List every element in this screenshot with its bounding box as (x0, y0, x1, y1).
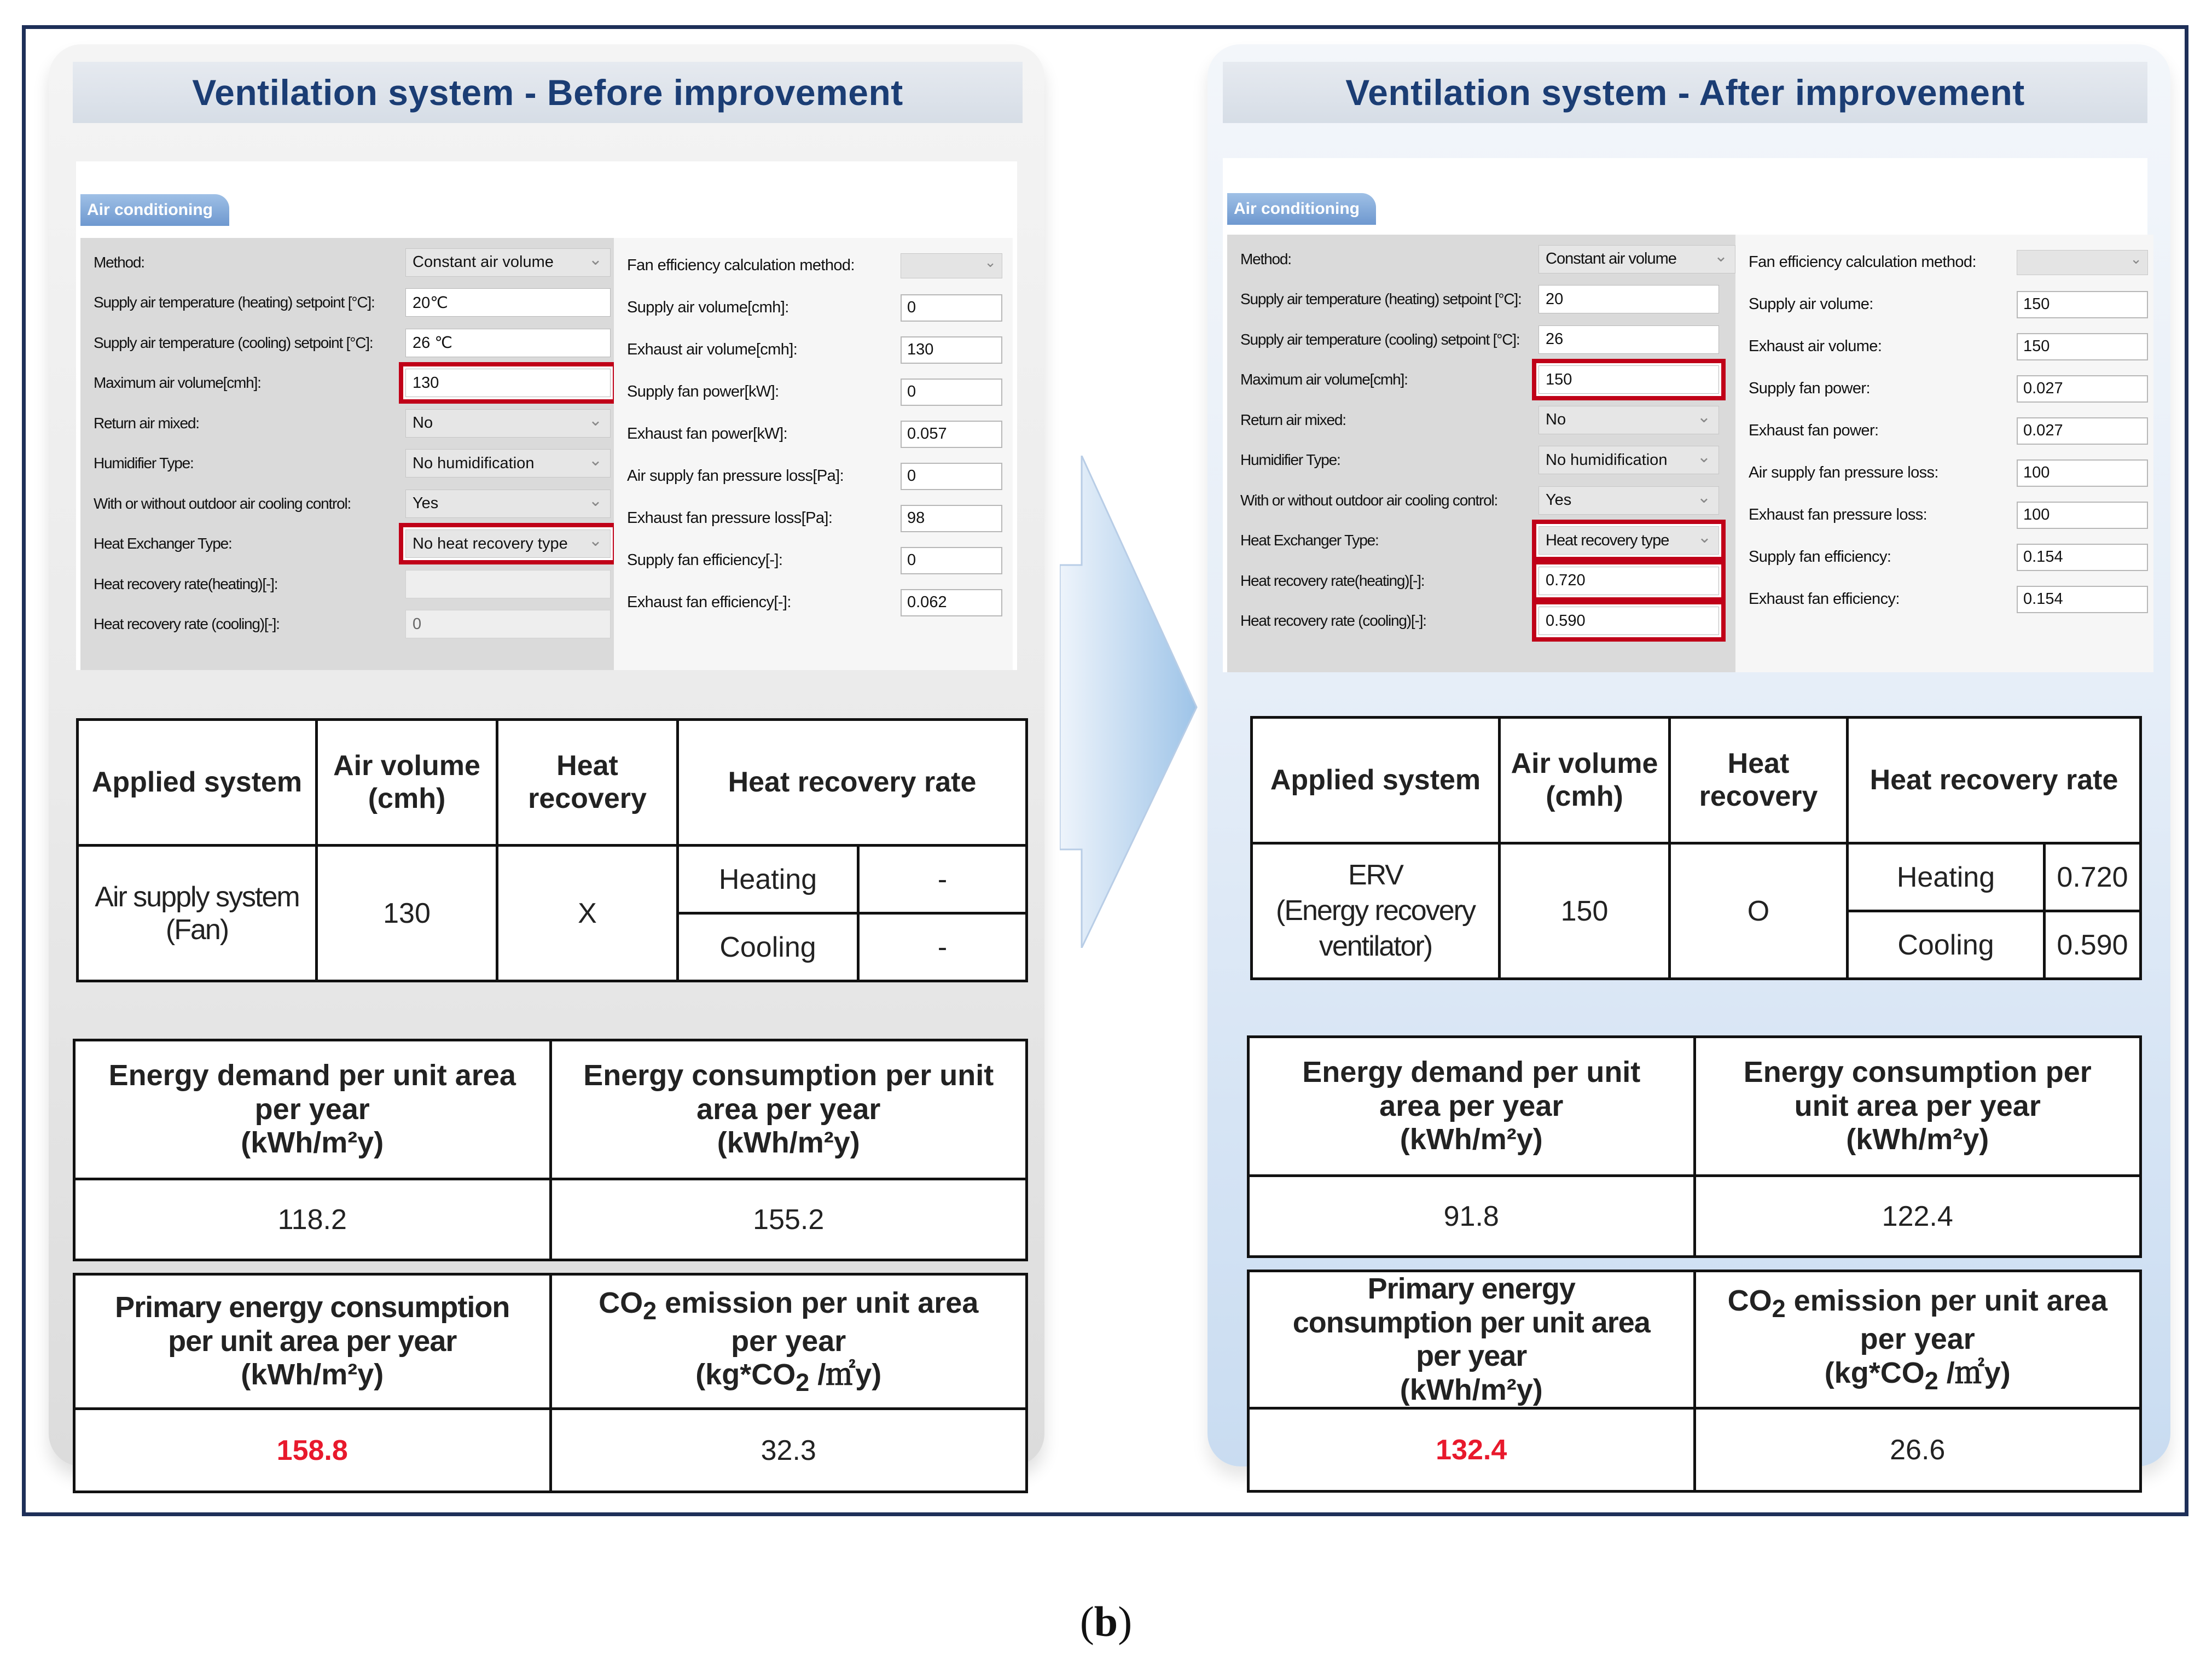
field-label: Air supply fan pressure loss: (1749, 464, 1938, 481)
co2-text: CO (1727, 1284, 1772, 1318)
primary-energy-unit: (kWh/m²y) (1400, 1373, 1543, 1406)
primary-energy-value: 158.8 (74, 1409, 551, 1492)
field-row (80, 524, 614, 564)
header-heat-recovery-rate: Heat recovery rate (1848, 718, 2141, 843)
heat-exchanger-type-select[interactable]: No heat recovery type ⌄ (405, 529, 611, 558)
heating-setpoint-input[interactable]: 20℃ (405, 288, 611, 317)
caption-close: ) (1118, 1598, 1133, 1645)
energy-demand-unit: (kWh/m²y) (241, 1126, 384, 1160)
arrow-right-icon (1060, 456, 1202, 948)
applied-system-description: (Energy recovery ventilator) (1276, 895, 1475, 962)
after-settings-window (1223, 158, 2147, 672)
primary-energy-label: Primary energy consumption per unit area per year (115, 1291, 510, 1358)
field-row (1227, 400, 1735, 440)
field-row (80, 242, 614, 283)
exhaust-fan-power-input[interactable]: 0.057 (901, 421, 1002, 448)
energy-consumption-label: Energy consumption per unit area per year (583, 1059, 994, 1126)
heating-value-cell: 0.720 (2045, 843, 2141, 911)
header-air-volume: Air volume (cmh) (1500, 718, 1670, 843)
before-system-table (76, 718, 1028, 982)
field-label: Method: (94, 253, 144, 271)
field-label: Maximum air volume[cmh]: (94, 374, 261, 392)
field-label: Exhaust fan power: (1749, 422, 1879, 439)
field-label: Supply air temperature (cooling) setpoint [°C]: (94, 334, 373, 351)
header-heat-recovery: Heat recovery (1670, 718, 1848, 843)
co2-subscript: 2 (643, 1296, 657, 1325)
header-heat-recovery-rate: Heat recovery rate (678, 720, 1027, 846)
primary-energy-unit: (kWh/m²y) (241, 1358, 384, 1391)
fan-efficiency-method-select[interactable] (901, 253, 1002, 278)
field-row (627, 539, 1007, 581)
field-row (1227, 280, 1735, 320)
field-label: Exhaust air volume[cmh]: (627, 341, 798, 358)
heat-exchanger-type-select[interactable]: Heat recovery type ⌄ (1538, 526, 1719, 555)
field-row (1227, 360, 1735, 400)
field-row (627, 329, 1007, 371)
heat-recovery-cooling-input[interactable]: 0.590 (1538, 607, 1719, 635)
field-row (1749, 452, 2148, 494)
before-settings-window (76, 161, 1017, 670)
field-label: Supply air temperature (heating) setpoint [°C]: (1240, 290, 1522, 308)
outdoor-air-cooling-select[interactable]: Yes ⌄ (405, 490, 611, 518)
cooling-label-cell: Cooling (1848, 911, 2045, 979)
energy-consumption-value: 155.2 (550, 1179, 1027, 1260)
before-panel (49, 44, 1044, 1466)
supply-air-volume-input[interactable]: 0 (901, 294, 1002, 322)
primary-energy-label: Primary energy consumption per unit area per year (1292, 1272, 1650, 1373)
field-label: Fan efficiency calculation method: (1749, 253, 1976, 271)
supply-fan-pressure-loss-input[interactable]: 100 (2017, 459, 2148, 487)
field-row (1749, 368, 2148, 410)
field-label: Humidifier Type: (1240, 451, 1340, 469)
field-row (80, 323, 614, 363)
field-label: Fan efficiency calculation method: (627, 257, 855, 274)
field-label: Heat recovery rate(heating)[-]: (1240, 572, 1425, 589)
energy-consumption-unit: (kWh/m²y) (717, 1126, 860, 1160)
field-label: Exhaust fan pressure loss[Pa]: (627, 509, 833, 527)
field-label: Exhaust fan efficiency[-]: (627, 593, 791, 611)
field-row (1227, 440, 1735, 481)
field-row (1227, 521, 1735, 561)
header-energy-demand (1249, 1037, 1695, 1176)
supply-fan-power-input[interactable]: 0.027 (2017, 375, 2148, 403)
exhaust-fan-pressure-loss-input[interactable]: 100 (2017, 502, 2148, 529)
air-volume-cell: 130 (317, 846, 497, 981)
exhaust-fan-efficiency-input[interactable]: 0.062 (901, 589, 1002, 616)
caption-open: ( (1079, 1598, 1094, 1645)
field-row (80, 604, 614, 645)
exhaust-fan-efficiency-input[interactable]: 0.154 (2017, 586, 2148, 613)
humidifier-type-select[interactable]: No humidification ⌄ (1538, 446, 1719, 474)
supply-fan-pressure-loss-input[interactable]: 0 (901, 463, 1002, 490)
cooling-value-cell: - (858, 913, 1027, 981)
co2-unit-subscript: 2 (1924, 1366, 1938, 1395)
cooling-value-cell: 0.590 (2045, 911, 2141, 979)
field-row (1227, 239, 1735, 280)
supply-fan-efficiency-input[interactable]: 0 (901, 547, 1002, 574)
field-row (1227, 319, 1735, 360)
heat-recovery-cell: O (1670, 843, 1848, 979)
field-label: Method: (1240, 250, 1291, 267)
field-label: Heat recovery rate (cooling)[-]: (1240, 612, 1426, 630)
after-primary-table (1247, 1270, 2142, 1493)
primary-energy-value: 132.4 (1249, 1408, 1695, 1492)
before-title: Ventilation system - Before improvement (73, 62, 1023, 123)
applied-system-name: ERV (1348, 859, 1403, 891)
header-co2-emission (1694, 1271, 2141, 1408)
before-air-conditioning-tab[interactable]: Air conditioning (80, 194, 229, 226)
fan-efficiency-method-select[interactable] (2017, 250, 2148, 275)
after-general-settings (1227, 235, 1735, 672)
field-label: With or without outdoor air cooling control: (94, 494, 351, 512)
field-row (1749, 578, 2148, 620)
header-heat-recovery: Heat recovery (497, 720, 678, 846)
humidifier-type-select[interactable]: No humidification ⌄ (405, 449, 611, 478)
field-row (80, 444, 614, 484)
field-row (1749, 536, 2148, 578)
after-panel (1207, 44, 2170, 1466)
co2-emission-unit (1696, 1356, 2140, 1395)
field-row (627, 244, 1007, 287)
field-label: Return air mixed: (1240, 411, 1346, 428)
field-row (80, 363, 614, 404)
energy-consumption-unit: (kWh/m²y) (1846, 1123, 1989, 1156)
maximum-air-volume-input[interactable]: 130 (405, 369, 611, 397)
header-energy-consumption (550, 1040, 1027, 1179)
header-primary-energy (74, 1274, 551, 1409)
header-applied-system: Applied system (1252, 718, 1500, 843)
heating-value-cell: - (858, 846, 1027, 913)
method-select[interactable]: Constant air volume ⌄ (1538, 245, 1735, 273)
caption-letter: b (1094, 1598, 1118, 1645)
field-label: Supply air temperature (cooling) setpoint [°C]: (1240, 330, 1520, 348)
cooling-setpoint-input[interactable]: 26 ℃ (405, 329, 611, 357)
figure-caption (0, 1597, 2212, 1646)
field-label: Supply air volume[cmh]: (627, 299, 789, 316)
field-row (1749, 241, 2148, 283)
field-label: Heat recovery rate(heating)[-]: (94, 575, 278, 592)
field-label: Supply fan efficiency: (1749, 548, 1891, 566)
return-air-mixed-select[interactable]: No ⌄ (1538, 406, 1719, 434)
field-label: Supply fan power: (1749, 380, 1870, 397)
header-energy-demand (74, 1040, 551, 1179)
field-row (627, 581, 1007, 624)
figure-frame (22, 25, 2188, 1516)
co2-emission-value: 32.3 (550, 1409, 1027, 1492)
co2-emission-text: emission per unit area per year (657, 1286, 979, 1358)
energy-consumption-label: Energy consumption per unit area per year (1743, 1056, 2092, 1122)
field-row (627, 287, 1007, 329)
field-label: Supply fan efficiency[-]: (627, 551, 783, 569)
before-primary-table (73, 1273, 1028, 1493)
field-row (1749, 325, 2148, 368)
field-label: Supply fan power[kW]: (627, 383, 779, 400)
header-air-volume: Air volume (cmh) (317, 720, 497, 846)
co2-unit-suffix: /㎡y) (809, 1358, 882, 1391)
before-energy-table (73, 1039, 1028, 1261)
field-row (80, 283, 614, 323)
field-label: Air supply fan pressure loss[Pa]: (627, 467, 844, 485)
field-row (1749, 283, 2148, 325)
cooling-setpoint-input[interactable]: 26 (1538, 325, 1719, 354)
energy-demand-value: 91.8 (1249, 1176, 1695, 1257)
energy-consumption-value: 122.4 (1694, 1176, 2141, 1257)
exhaust-fan-power-input[interactable]: 0.027 (2017, 417, 2148, 445)
field-label: Exhaust fan power[kW]: (627, 425, 788, 443)
energy-demand-unit: (kWh/m²y) (1400, 1123, 1543, 1156)
field-row (80, 564, 614, 604)
header-energy-consumption (1694, 1037, 2141, 1176)
heat-recovery-heating-input[interactable]: 0.720 (1538, 567, 1719, 595)
after-system-table (1250, 716, 2142, 980)
field-label: Exhaust air volume: (1749, 337, 1882, 355)
heat-recovery-cooling-input[interactable]: 0 (405, 610, 611, 638)
field-row (1749, 494, 2148, 536)
energy-demand-value: 118.2 (74, 1179, 551, 1260)
field-row (627, 371, 1007, 413)
exhaust-air-volume-input[interactable]: 130 (901, 336, 1002, 364)
field-label: Heat Exchanger Type: (1240, 532, 1379, 549)
method-select[interactable]: Constant air volume ⌄ (405, 248, 611, 277)
after-energy-table (1247, 1035, 2142, 1258)
field-row (627, 413, 1007, 455)
header-co2-emission (550, 1274, 1027, 1409)
after-fan-settings (1735, 235, 2153, 672)
exhaust-air-volume-input[interactable]: 150 (2017, 333, 2148, 360)
heat-recovery-heating-input[interactable] (405, 570, 611, 598)
supply-fan-power-input[interactable]: 0 (901, 379, 1002, 406)
supply-fan-efficiency-input[interactable]: 0.154 (2017, 544, 2148, 571)
energy-demand-label: Energy demand per unit area per year (1302, 1056, 1641, 1122)
heat-recovery-cell: X (497, 846, 678, 981)
co2-emission-label (552, 1286, 1026, 1359)
applied-system-cell: Air supply system (Fan) (78, 846, 317, 981)
co2-emission-text: emission per unit area per year (1785, 1284, 2108, 1356)
co2-unit-subscript: 2 (796, 1369, 810, 1397)
co2-text: CO (599, 1286, 643, 1319)
field-label: Supply air temperature (heating) setpoint [°C]: (94, 294, 375, 311)
field-label: Exhaust fan pressure loss: (1749, 506, 1927, 523)
heating-label-cell: Heating (1848, 843, 2045, 911)
field-label: Maximum air volume[cmh]: (1240, 371, 1408, 388)
header-applied-system: Applied system (78, 720, 317, 846)
cooling-label-cell: Cooling (678, 913, 858, 981)
supply-air-volume-input[interactable]: 150 (2017, 291, 2148, 318)
air-volume-cell: 150 (1500, 843, 1670, 979)
maximum-air-volume-input[interactable]: 150 (1538, 365, 1719, 394)
heating-label-cell: Heating (678, 846, 858, 913)
energy-demand-label: Energy demand per unit area per year (108, 1059, 516, 1126)
field-label: Humidifier Type: (94, 455, 194, 472)
applied-system-cell (1252, 843, 1500, 979)
field-row (627, 497, 1007, 539)
field-label: Return air mixed: (94, 414, 199, 432)
co2-unit-suffix: /㎡y) (1938, 1356, 2011, 1389)
field-row (1749, 410, 2148, 452)
field-row (1227, 561, 1735, 601)
co2-unit-text: (kg*CO (1824, 1356, 1925, 1389)
after-air-conditioning-tab[interactable]: Air conditioning (1227, 193, 1376, 225)
header-primary-energy (1249, 1271, 1695, 1408)
field-label: Heat recovery rate (cooling)[-]: (94, 615, 280, 633)
field-row (1227, 601, 1735, 642)
before-general-settings (80, 238, 614, 670)
field-row (80, 403, 614, 444)
heating-setpoint-input[interactable]: 20 (1538, 285, 1719, 313)
return-air-mixed-select[interactable]: No ⌄ (405, 409, 611, 438)
field-label: Supply air volume: (1749, 295, 1873, 313)
after-title: Ventilation system - After improvement (1223, 62, 2147, 123)
field-row (1227, 480, 1735, 521)
co2-emission-value: 26.6 (1694, 1408, 2141, 1492)
field-row (80, 484, 614, 524)
exhaust-fan-pressure-loss-input[interactable]: 98 (901, 505, 1002, 532)
outdoor-air-cooling-select[interactable]: Yes ⌄ (1538, 486, 1719, 515)
co2-subscript: 2 (1772, 1295, 1786, 1323)
field-label: With or without outdoor air cooling control: (1240, 491, 1498, 509)
co2-unit-text: (kg*CO (695, 1358, 796, 1391)
field-row (627, 455, 1007, 497)
field-label: Exhaust fan efficiency: (1749, 590, 1900, 608)
before-fan-settings (614, 238, 1013, 670)
co2-emission-unit (552, 1358, 1026, 1396)
co2-emission-label (1696, 1284, 2140, 1356)
field-label: Heat Exchanger Type: (94, 535, 232, 552)
